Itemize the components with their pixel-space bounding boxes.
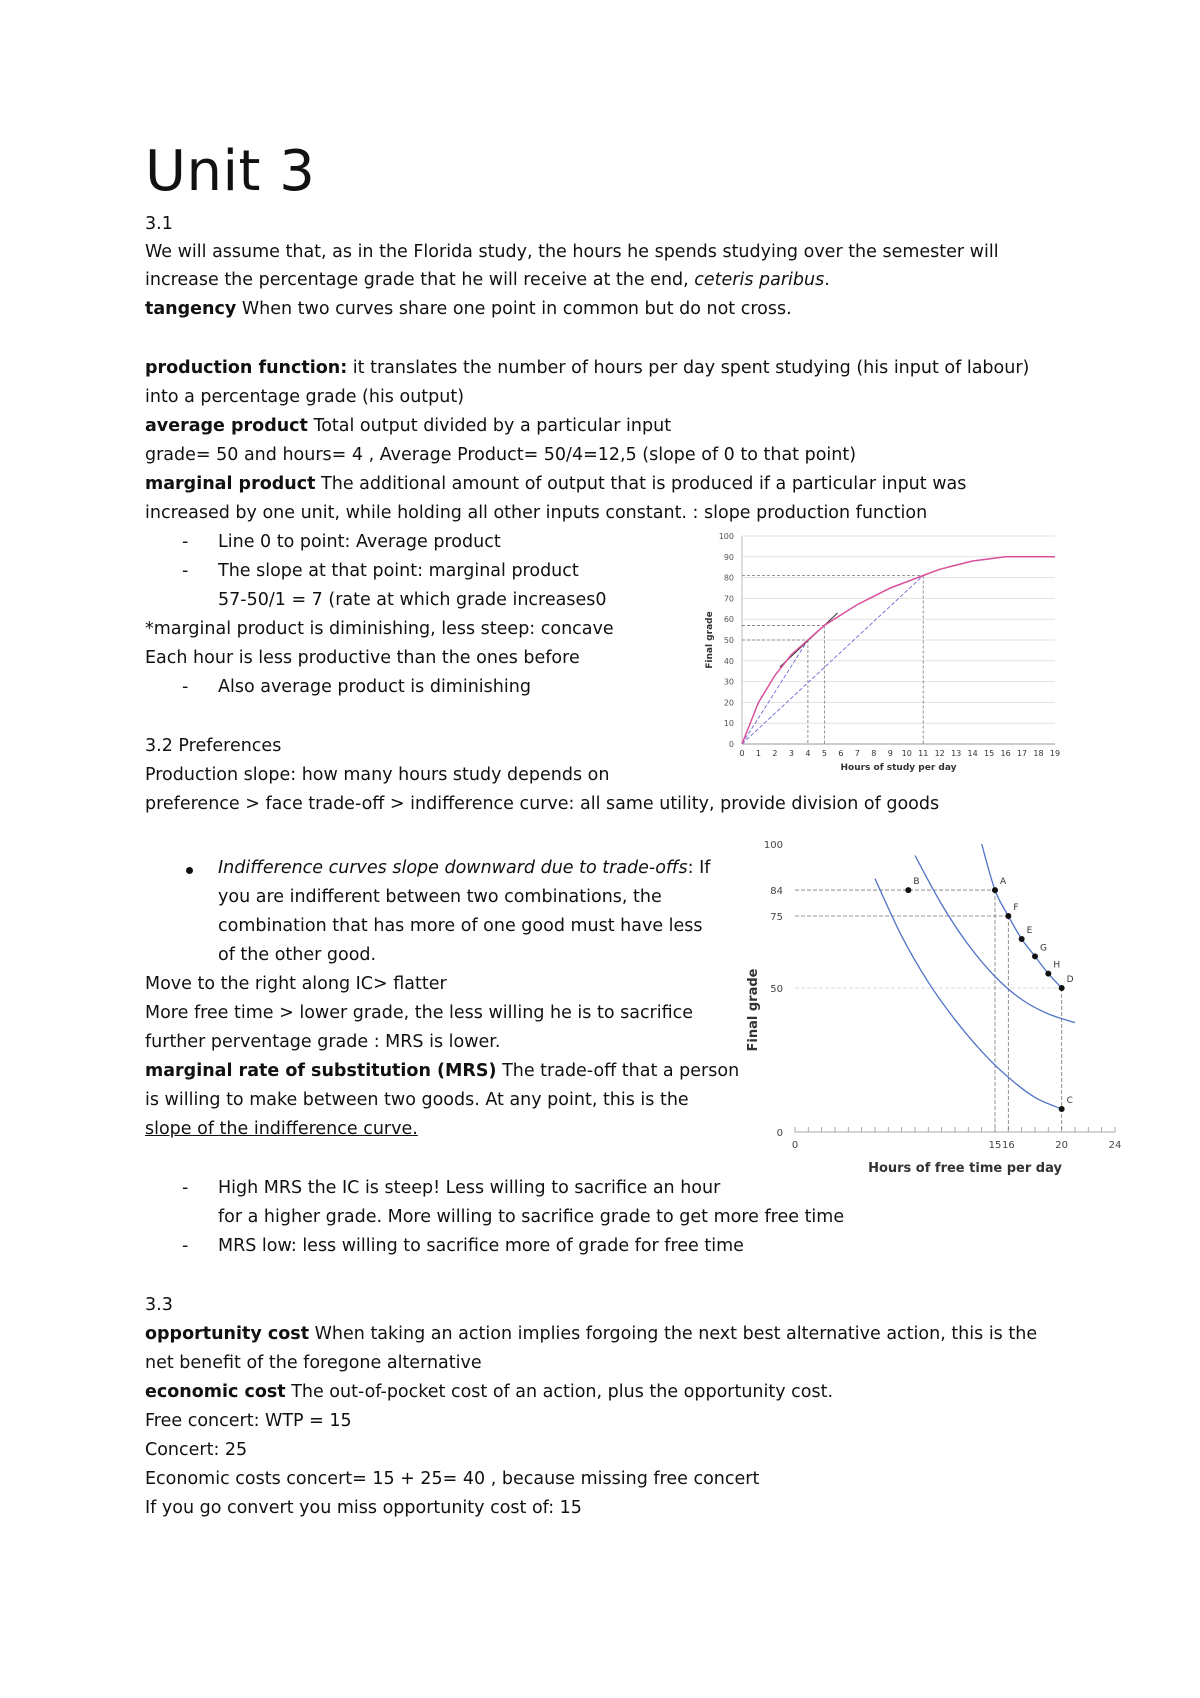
x-tick-label: 15 <box>988 1140 1002 1151</box>
list-item-continuation: 57-50/1 = 7 (rate at which grade increases0 <box>218 590 607 610</box>
x-axis-label: Hours of study per day <box>840 763 957 773</box>
list-item: Line 0 to point: Average product <box>218 532 501 552</box>
paragraph-line: net benefit of the foregone alternative <box>145 1353 482 1373</box>
paragraph-line: We will assume that, as in the Florida study, the hours he spends studying over the semester will <box>145 242 999 262</box>
point-marker <box>1059 1106 1065 1112</box>
y-tick-label: 30 <box>723 677 734 687</box>
average-product-ray <box>742 576 923 744</box>
x-tick-label: 14 <box>967 749 978 758</box>
bullet-item-continuation: combination that has more of one good must have less <box>218 916 703 936</box>
list-item-continuation: for a higher grade. More willing to sacrifice grade to get more free time <box>218 1207 845 1227</box>
list-item: MRS low: less willing to sacrifice more of grade for free time <box>218 1236 744 1256</box>
list-dash: - <box>182 1236 189 1256</box>
paragraph-line: is willing to make between two goods. At any point, this is the <box>145 1090 689 1110</box>
point-label: C <box>1066 1095 1073 1106</box>
y-tick-label: 20 <box>723 698 734 708</box>
x-tick-label: 8 <box>871 749 877 758</box>
list-dash: - <box>182 532 189 552</box>
section-heading-3-2: 3.2 Preferences <box>145 736 282 756</box>
x-tick-label: 12 <box>934 749 945 758</box>
point-label: D <box>1066 975 1074 985</box>
x-tick-label: 10 <box>901 749 912 758</box>
point-label: A <box>1000 877 1007 888</box>
list-dash: - <box>182 1178 189 1198</box>
paragraph-line: increased by one unit, while holding all other inputs constant. : slope production function <box>145 503 928 523</box>
y-tick-label: 50 <box>723 636 734 645</box>
section-heading-3-1: 3.1 <box>145 214 173 234</box>
paragraph-line: Economic costs concert= 15 + 25= 40 , because missing free concert <box>145 1469 760 1489</box>
y-tick-label: 40 <box>723 656 734 666</box>
x-tick-label: 9 <box>887 749 893 758</box>
y-tick-label: 60 <box>723 615 734 625</box>
point-label: H <box>1053 960 1061 971</box>
paragraph-line: further perventage grade : MRS is lower. <box>145 1032 501 1052</box>
y-tick-label: 100 <box>763 840 783 851</box>
definition-tangency: tangency When two curves share one point in common but do not cross. <box>145 299 792 319</box>
y-tick-label: 0 <box>776 1128 783 1139</box>
paragraph-line: slope of the indifference curve. <box>145 1119 418 1139</box>
x-tick-label: 13 <box>951 749 962 758</box>
x-tick-label: 4 <box>805 749 811 758</box>
bullet-item-continuation: you are indifferent between two combinations, the <box>218 887 662 907</box>
point-marker <box>1005 913 1011 919</box>
point-label: E <box>1026 926 1033 937</box>
bullet-dot <box>186 867 193 874</box>
x-tick-label: 24 <box>1108 1140 1122 1151</box>
point-label: G <box>1040 943 1047 954</box>
x-tick-label: 16 <box>1001 1140 1015 1151</box>
x-tick-label: 0 <box>791 1140 799 1151</box>
x-tick-label: 3 <box>788 749 794 758</box>
y-tick-label: 75 <box>770 912 783 923</box>
y-tick-label: 100 <box>718 532 734 541</box>
x-tick-label: 11 <box>918 749 929 758</box>
x-tick-label: 20 <box>1055 1140 1069 1151</box>
list-item: The slope at that point: marginal product <box>218 561 579 581</box>
indifference-curve <box>875 879 1062 1109</box>
definition-production-function: production function: it translates the number of hours per day spent studying (his input of labour) <box>145 358 1030 378</box>
point-marker <box>905 887 911 893</box>
definition-economic-cost: economic cost The out-of-pocket cost of an action, plus the opportunity cost. <box>145 1382 834 1402</box>
average-product-ray <box>742 640 808 744</box>
y-tick-label: 0 <box>728 740 734 749</box>
x-tick-label: 17 <box>1016 749 1028 758</box>
list-dash: - <box>182 561 189 581</box>
x-tick-label: 15 <box>984 749 995 758</box>
page-title: Unit 3 <box>145 139 316 204</box>
paragraph-line: preference > face trade-off > indifference curve: all same utility, provide division of goods <box>145 794 940 814</box>
list-item: High MRS the IC is steep! Less willing to sacrifice an hour <box>218 1178 721 1198</box>
paragraph-line: Free concert: WTP = 15 <box>145 1411 352 1431</box>
y-axis-label: Final grade <box>746 968 761 1052</box>
point-marker <box>992 887 998 893</box>
paragraph-line: Concert: 25 <box>145 1440 248 1460</box>
x-tick-label: 6 <box>838 749 844 758</box>
x-tick-label: 7 <box>854 749 860 758</box>
definition-average-product: average product Total output divided by a particular input <box>145 416 672 436</box>
paragraph-line: Each hour is less productive than the ones before <box>145 648 580 668</box>
definition-marginal-product: marginal product The additional amount of output that is produced if a particular input was <box>145 474 967 494</box>
x-tick-label: 1 <box>755 749 762 758</box>
definition-opportunity-cost: opportunity cost When taking an action implies forgoing the next best alternative action, this is the <box>145 1324 1038 1344</box>
point-label: B <box>913 877 920 888</box>
list-dash: - <box>182 677 189 697</box>
paragraph-line: Production slope: how many hours study depends on <box>145 765 610 785</box>
y-tick-label: 50 <box>770 984 783 995</box>
y-tick-label: 80 <box>723 573 734 583</box>
x-tick-label: 5 <box>821 749 827 758</box>
y-axis-label: Final grade <box>705 611 715 669</box>
bullet-item: Indifference curves slope downward due to trade-offs: If <box>218 858 711 878</box>
bullet-item-continuation: of the other good. <box>218 945 377 965</box>
paragraph-line: If you go convert you miss opportunity cost of: 15 <box>145 1498 582 1518</box>
y-tick-label: 84 <box>770 886 783 898</box>
x-tick-label: 2 <box>772 749 778 758</box>
point-marker <box>1032 953 1038 959</box>
definition-mrs: marginal rate of substitution (MRS) The trade-off that a person <box>145 1061 740 1081</box>
point-marker <box>1019 936 1025 942</box>
y-tick-label: 70 <box>723 594 734 604</box>
paragraph-line: More free time > lower grade, the less willing he is to sacrifice <box>145 1003 694 1023</box>
paragraph-line: Move to the right along IC> flatter <box>145 974 447 994</box>
x-tick-label: 18 <box>1033 749 1044 758</box>
indifference-curve-chart <box>745 830 1165 1190</box>
production-function-chart <box>700 528 1070 780</box>
y-tick-label: 10 <box>723 719 734 729</box>
paragraph-line: into a percentage grade (his output) <box>145 387 465 407</box>
point-marker <box>1059 985 1065 991</box>
x-tick-label: 19 <box>1049 749 1061 758</box>
paragraph-line: grade= 50 and hours= 4 , Average Product= 50/4=12,5 (slope of 0 to that point) <box>145 445 857 465</box>
point-label: F <box>1013 903 1019 913</box>
production-function-line <box>742 557 1055 744</box>
x-tick-label: 16 <box>1000 749 1011 758</box>
list-item: Also average product is diminishing <box>218 677 531 697</box>
paragraph-line: increase the percentage grade that he will receive at the end, ceteris paribus. <box>145 270 830 290</box>
paragraph-line: *marginal product is diminishing, less steep: concave <box>145 619 614 639</box>
point-marker <box>1045 971 1051 977</box>
y-tick-label: 90 <box>723 552 734 562</box>
x-tick-label: 0 <box>739 749 745 758</box>
x-axis-label: Hours of free time per day <box>868 1161 1062 1176</box>
section-heading-3-3: 3.3 <box>145 1295 173 1315</box>
